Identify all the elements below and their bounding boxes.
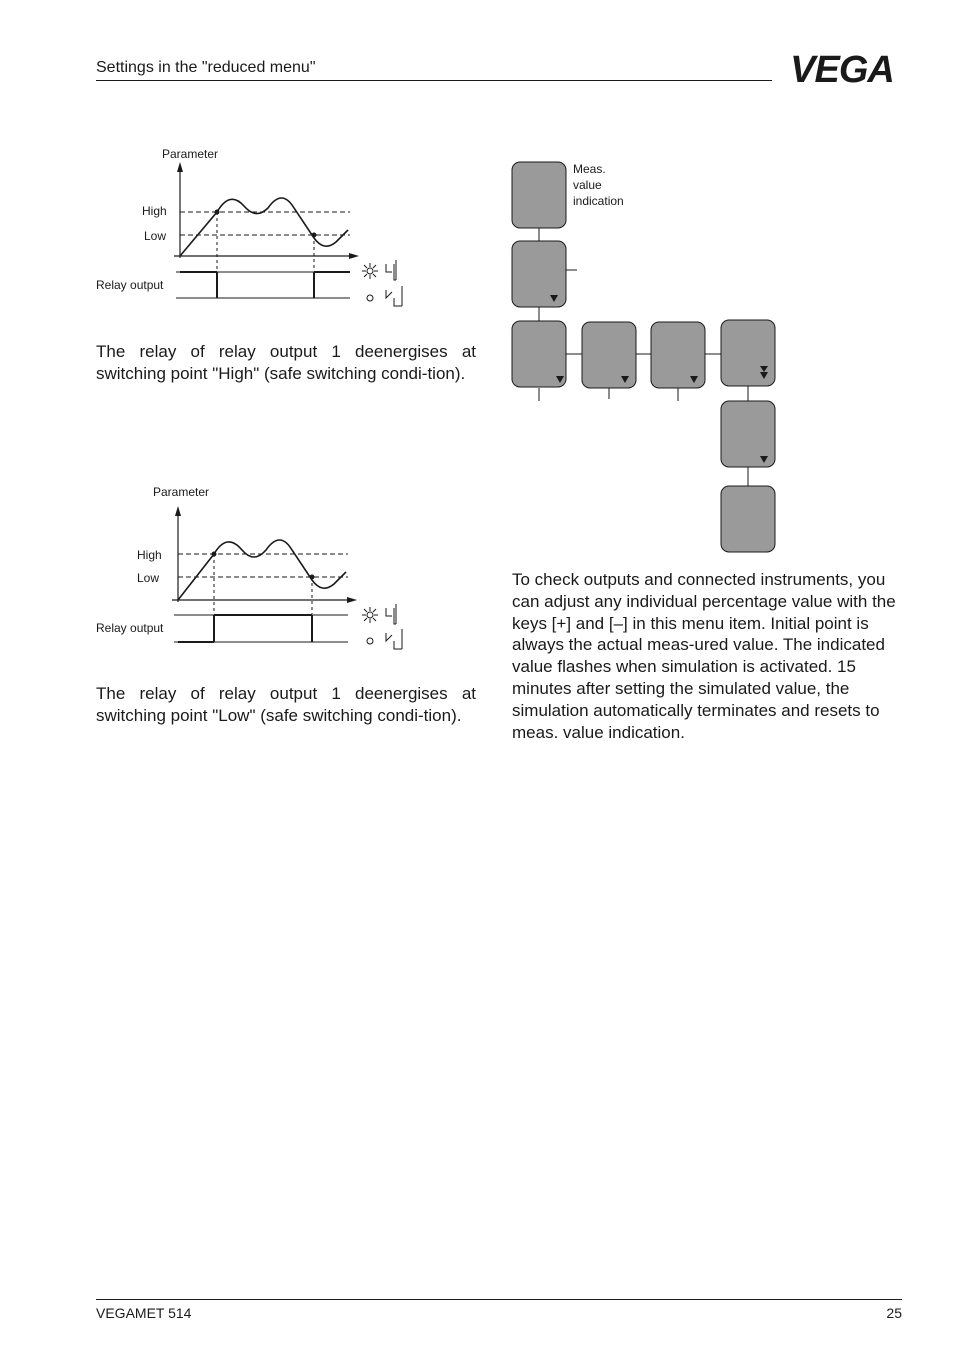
menu-structure-diagram: [505, 155, 795, 560]
menu-box-sub-5: [721, 486, 775, 552]
footer-page-number: 25: [886, 1305, 902, 1321]
page-header-title: Settings in the "reduced menu": [96, 59, 316, 76]
contact-closed-icon: [386, 604, 396, 624]
switching-diagram-low: [90, 480, 430, 660]
logo-text: VEGA: [790, 50, 894, 86]
parameter-label: Parameter: [162, 147, 219, 161]
footer-product: VEGAMET 514: [96, 1305, 192, 1321]
relay-output-label: Relay output: [96, 278, 164, 292]
lamp-on-icon: [362, 607, 378, 623]
high-label: High: [142, 204, 167, 218]
low-label: Low: [144, 229, 167, 243]
lamp-off-icon: [367, 295, 373, 301]
contact-open-icon: [386, 286, 402, 306]
menu-box-sub-3: [721, 320, 775, 386]
simulation-paragraph: To check outputs and connected instruments, you can adjust any individual percentage value with the keys [+] and [–] in this menu item. Initial point is always the actual meas-ured value. The indicated value flashes when simulation is activated. 15 minutes after setting the simulated value, the simulation automatically terminates and resets to meas. value indication.: [512, 570, 896, 742]
vega-logo: [780, 50, 904, 86]
lamp-on-icon: [362, 263, 378, 279]
high-label: High: [137, 548, 162, 562]
menu-box-meas-value: [512, 162, 566, 228]
menu-box-sub-1: [582, 322, 636, 388]
meas-label-line1: Meas.: [573, 162, 606, 176]
caption-low: The relay of relay output 1 deenergises at switching point "Low" (safe switching condi-tion).: [96, 684, 476, 725]
parameter-label: Parameter: [153, 485, 210, 499]
meas-label-line2: value: [573, 178, 602, 192]
footer-rule: [96, 1299, 902, 1300]
header-rule: [96, 80, 772, 81]
menu-box-level-1: [512, 241, 566, 307]
relay-output-label: Relay output: [96, 621, 164, 635]
meas-label-line3: indication: [573, 194, 624, 208]
menu-box-sub-2: [651, 322, 705, 388]
caption-high: The relay of relay output 1 deenergises at switching point "High" (safe switching condi-tion).: [96, 342, 476, 383]
contact-closed-icon: [386, 260, 396, 280]
lamp-off-icon: [367, 638, 373, 644]
low-label: Low: [137, 571, 160, 585]
contact-open-icon: [386, 629, 402, 649]
switching-diagram-high: [90, 140, 430, 320]
